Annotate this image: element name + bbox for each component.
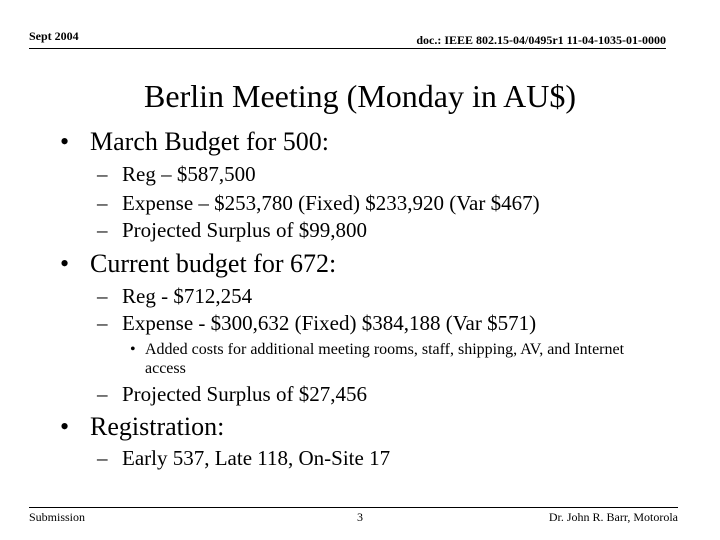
list-item-text: Reg - $712,254 [122,284,253,308]
list-item-text: Expense - $300,632 (Fixed) $384,188 (Var $571) [122,311,537,335]
bullet-icon: • [60,249,70,278]
list-item-text: Expense – $253,780 (Fixed) $233,920 (Var $467) [122,191,540,215]
slide-title: Berlin Meeting (Monday in AU$) [144,78,576,114]
footer-author: Dr. John R. Barr, Motorola [548,510,678,524]
dash-icon: – [97,191,108,215]
header-date: Sept 2004 [29,29,79,43]
footer-submission: Submission [29,510,86,524]
bullet-icon: • [60,412,70,441]
header-doc-id: doc.: IEEE 802.15-04/0495r1 11-04-1035-01-0000 [416,33,666,47]
list-item-text: Projected Surplus of $27,456 [122,382,367,406]
section-label: Current budget for 672: [90,249,337,278]
bullet-icon: • [130,341,136,358]
sub-note-text: Added costs for additional meeting rooms, staff, shipping, AV, and Internet access [145,341,625,377]
list-item-text: Projected Surplus of $99,800 [122,218,367,242]
list-item-text: Reg – $587,500 [122,162,256,186]
header-rule [29,48,666,49]
dash-icon: – [97,162,108,186]
section-label: March Budget for 500: [90,127,330,156]
dash-icon: – [97,218,108,242]
dash-icon: – [97,284,108,308]
footer-rule [29,507,678,508]
dash-icon: – [97,446,108,470]
page-number: 3 [357,510,363,524]
dash-icon: – [97,311,108,335]
dash-icon: – [97,382,108,406]
bullet-icon: • [60,127,70,156]
section-label: Registration: [90,412,225,441]
list-item-text: Early 537, Late 118, On-Site 17 [122,446,391,470]
